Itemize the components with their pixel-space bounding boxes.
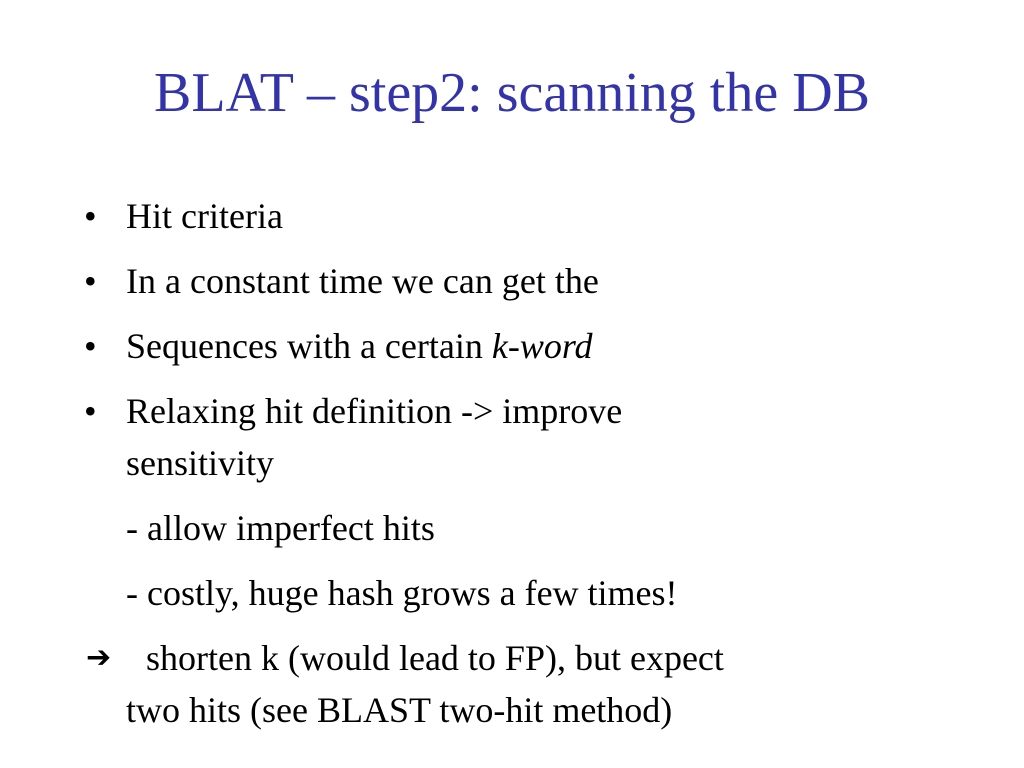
bullet-emphasis: k-word: [491, 326, 593, 366]
slide-title: BLAT – step2: scanning the DB: [153, 62, 871, 124]
bullet-text: Sequences with a certain: [126, 326, 492, 366]
bullet-text-line-2: sensitivity: [126, 443, 275, 483]
conclusion-text-line-2: two hits (see BLAST two-hit method): [126, 690, 673, 730]
bullet-item: [84, 320, 984, 372]
bullet-text: Hit criteria: [126, 196, 283, 236]
bullet-text-line-1: Relaxing hit definition -> improve: [126, 391, 623, 431]
bullet-item: [84, 255, 984, 307]
bullet-dot-icon: •: [84, 196, 97, 236]
conclusion-text-line-1: shorten k (would lead to FP), but expect: [146, 638, 724, 678]
bullet-dot-icon: •: [84, 261, 97, 301]
slide-content: [84, 190, 984, 736]
sub-item: - allow imperfect hits: [126, 508, 435, 548]
bullet-item: [84, 190, 984, 242]
bullet-text: In a constant time we can get the: [126, 261, 599, 301]
bullet-item: [84, 385, 984, 489]
arrow-right-icon: ➔: [86, 640, 112, 675]
bullet-dot-icon: •: [84, 326, 97, 366]
sub-item: - costly, huge hash grows a few times!: [126, 573, 678, 613]
bullet-dot-icon: •: [84, 391, 97, 431]
conclusion-item: [84, 632, 984, 736]
